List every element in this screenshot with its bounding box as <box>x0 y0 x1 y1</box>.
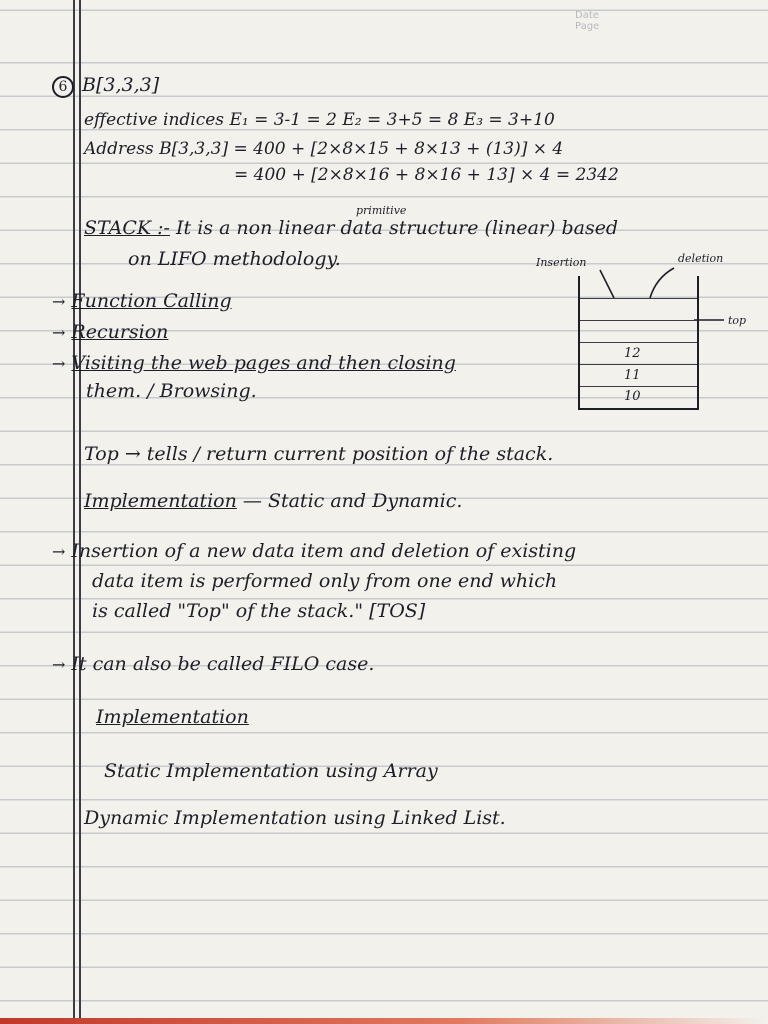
top-description: Top → tells / return current position of the stack. <box>84 443 554 465</box>
top-label: top <box>728 314 747 327</box>
page-bottom-edge <box>0 1018 768 1024</box>
primitive-annotation: primitive <box>356 204 407 217</box>
effective-indices-line: effective indices E₁ = 3-1 = 2 E₂ = 3+5 = 8 E₃ = 3+10 <box>84 110 555 130</box>
deletion-label: deletion <box>678 252 724 265</box>
address-line-2: = 400 + [2×8×16 + 8×16 + 13] × 4 = 2342 <box>234 165 619 185</box>
margin-rule <box>73 0 75 1024</box>
use-browsing-cont: them. / Browsing. <box>86 380 257 402</box>
stack-cell: 12 <box>624 346 641 361</box>
use-function-calling: → Function Calling <box>52 290 232 312</box>
stack-cell: 11 <box>624 368 641 383</box>
address-line-1: Address B[3,3,3] = 400 + [2×8×15 + 8×13 + (13)] × 4 <box>84 139 564 159</box>
use-recursion: → Recursion <box>52 321 169 343</box>
stack-definition: STACK :- It is a non linear data structure (linear) based <box>84 217 619 239</box>
filo-line: → It can also be called FILO case. <box>52 653 375 675</box>
insertion-paragraph-end: is called "Top" of the stack." [TOS] <box>92 600 426 622</box>
question-number: 6 <box>52 76 74 98</box>
implementation-line: Implementation — Static and Dynamic. <box>84 490 463 512</box>
insertion-paragraph-cont: data item is performed only from one end which <box>92 570 558 592</box>
stack-definition-cont: on LIFO methodology. <box>128 248 341 270</box>
insertion-label: Insertion <box>536 256 587 269</box>
stack-cell: 10 <box>624 389 641 404</box>
dynamic-implementation: Dynamic Implementation using Linked List. <box>84 807 506 829</box>
margin-rule <box>79 0 81 1024</box>
implementation-heading: Implementation <box>96 706 249 728</box>
insertion-paragraph: → Insertion of a new data item and deletion of existing <box>52 540 577 562</box>
stack-diagram <box>578 276 699 410</box>
static-implementation: Static Implementation using Array <box>104 760 438 782</box>
date-page-stamp: Date Page <box>575 10 600 32</box>
stack-heading: STACK :- <box>84 217 170 239</box>
use-browsing: → Visiting the web pages and then closing <box>52 352 456 374</box>
question-heading: 6 B[3,3,3] <box>52 74 159 98</box>
